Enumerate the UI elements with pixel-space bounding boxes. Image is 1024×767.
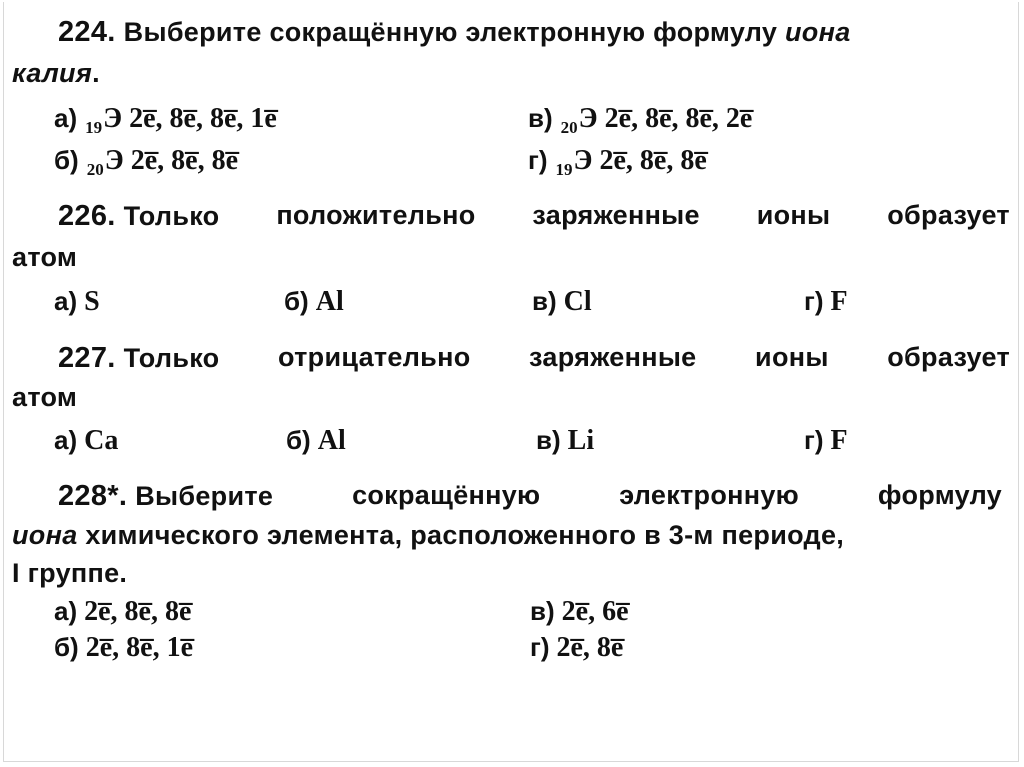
q226-word-4: ионы <box>756 200 831 230</box>
q227-option-g[interactable] <box>804 425 848 457</box>
q226-option-v[interactable] <box>532 286 592 318</box>
q227-option-b-letter: б) <box>286 425 311 455</box>
q226-option-b[interactable] <box>284 286 344 318</box>
q226-option-g-value: F <box>830 286 848 317</box>
q226-option-g-letter: г) <box>804 286 824 316</box>
q226-option-a-value: S <box>84 286 100 317</box>
q226-option-b-value: Al <box>315 286 344 317</box>
question-224-text: Выберите сокращённую электронную формулу <box>123 17 786 47</box>
q227-option-v[interactable] <box>536 425 594 457</box>
q228-option-a[interactable] <box>54 596 191 628</box>
q226-option-g[interactable] <box>804 286 848 318</box>
q224-option-g-z: 19 <box>555 160 573 179</box>
q224-option-b-z: 20 <box>86 160 104 179</box>
q228-option-b-letter: б) <box>54 632 79 662</box>
q227-word-5: образует <box>887 342 1010 372</box>
question-227-line-2: атом <box>12 382 78 412</box>
q227-option-b[interactable] <box>286 425 346 457</box>
q226-word-3: заряженные <box>532 200 700 230</box>
q227-option-b-value: Al <box>317 425 346 456</box>
q228-option-b[interactable] <box>54 632 193 664</box>
q228-option-g-formula: 2e̅, 8e̅ <box>556 632 624 663</box>
question-228-line-1 <box>58 480 1002 513</box>
question-224-line-1 <box>58 16 851 49</box>
question-226-number: 226. <box>58 200 116 232</box>
q224-option-v-formula: Э 2e̅, 8e̅, 8e̅, 2e̅ <box>578 103 753 134</box>
q226-option-v-letter: в) <box>532 286 557 316</box>
q228-word-4: формулу <box>877 480 1002 510</box>
q226-option-a[interactable] <box>54 286 100 318</box>
q227-option-a-value: Ca <box>84 425 119 456</box>
q226-word-1: Только <box>123 201 220 231</box>
q228-option-v-formula: 2e̅, 6e̅ <box>561 596 629 627</box>
question-224-italic-ion: иона <box>785 17 851 47</box>
q228-option-v-letter: в) <box>530 596 555 626</box>
q228-option-g-letter: г) <box>530 632 550 662</box>
q226-word-2: положительно <box>276 200 476 230</box>
question-224-number: 224. <box>58 16 116 48</box>
question-226-line-2: атом <box>12 242 78 272</box>
q224-option-v[interactable] <box>528 103 752 138</box>
q224-option-b-formula: Э 2e̅, 8e̅, 8e̅ <box>104 145 238 176</box>
q226-option-v-value: Cl <box>563 286 592 317</box>
q228-option-a-letter: а) <box>54 596 78 626</box>
q227-word-4: ионы <box>755 342 829 372</box>
q228-option-b-formula: 2e̅, 8e̅, 1e̅ <box>85 632 194 663</box>
q227-option-v-letter: в) <box>536 425 561 455</box>
q227-word-1: Только <box>123 343 220 373</box>
q224-option-a-formula: Э 2e̅, 8e̅, 8e̅, 1e̅ <box>103 103 277 134</box>
q227-option-v-value: Li <box>567 425 595 456</box>
q226-word-5: образует <box>887 200 1010 230</box>
q228-italic-ion: иона <box>12 520 78 550</box>
question-228-number: 228*. <box>58 480 128 512</box>
question-224-line-2 <box>12 58 100 89</box>
q228-word-3: электронную <box>619 480 800 510</box>
q227-word-3: заряженные <box>529 342 697 372</box>
q228-word-2: сокращённую <box>352 480 541 510</box>
q228-word-1: Выберите <box>135 481 274 511</box>
question-224-italic-potassium: калия <box>12 58 93 88</box>
q227-option-a[interactable] <box>54 425 118 457</box>
question-228-line-3: I группе. <box>12 558 128 588</box>
q227-option-g-value: F <box>830 425 848 456</box>
q224-option-a-z: 19 <box>85 118 103 137</box>
q224-option-v-letter: в) <box>528 103 553 133</box>
q227-option-g-letter: г) <box>804 425 824 455</box>
question-226-line-1 <box>58 200 1010 233</box>
question-227-number: 227. <box>58 342 116 374</box>
q228-option-g[interactable] <box>530 632 623 664</box>
q228-option-a-formula: 2e̅, 8e̅, 8e̅ <box>84 596 192 627</box>
q228-option-v[interactable] <box>530 596 629 628</box>
q224-option-b-letter: б) <box>54 145 79 175</box>
q224-option-g-letter: г) <box>528 145 548 175</box>
q226-option-b-letter: б) <box>284 286 309 316</box>
question-227-line-1 <box>58 342 1010 375</box>
q227-option-a-letter: а) <box>54 425 78 455</box>
q224-option-b[interactable] <box>54 145 238 180</box>
question-228-line-2 <box>12 520 844 551</box>
q224-option-g-formula: Э 2e̅, 8e̅, 8e̅ <box>573 145 707 176</box>
q226-option-a-letter: а) <box>54 286 78 316</box>
q224-option-a-letter: а) <box>54 103 78 133</box>
q224-option-g[interactable] <box>528 145 707 180</box>
q224-option-v-z: 20 <box>560 118 578 137</box>
q224-option-a[interactable] <box>54 103 277 138</box>
q228-line-2-text: химического элемента, расположенного в 3-м периоде, <box>77 520 845 550</box>
question-224-period: . <box>92 58 100 88</box>
q227-word-2: отрицательно <box>278 342 471 372</box>
